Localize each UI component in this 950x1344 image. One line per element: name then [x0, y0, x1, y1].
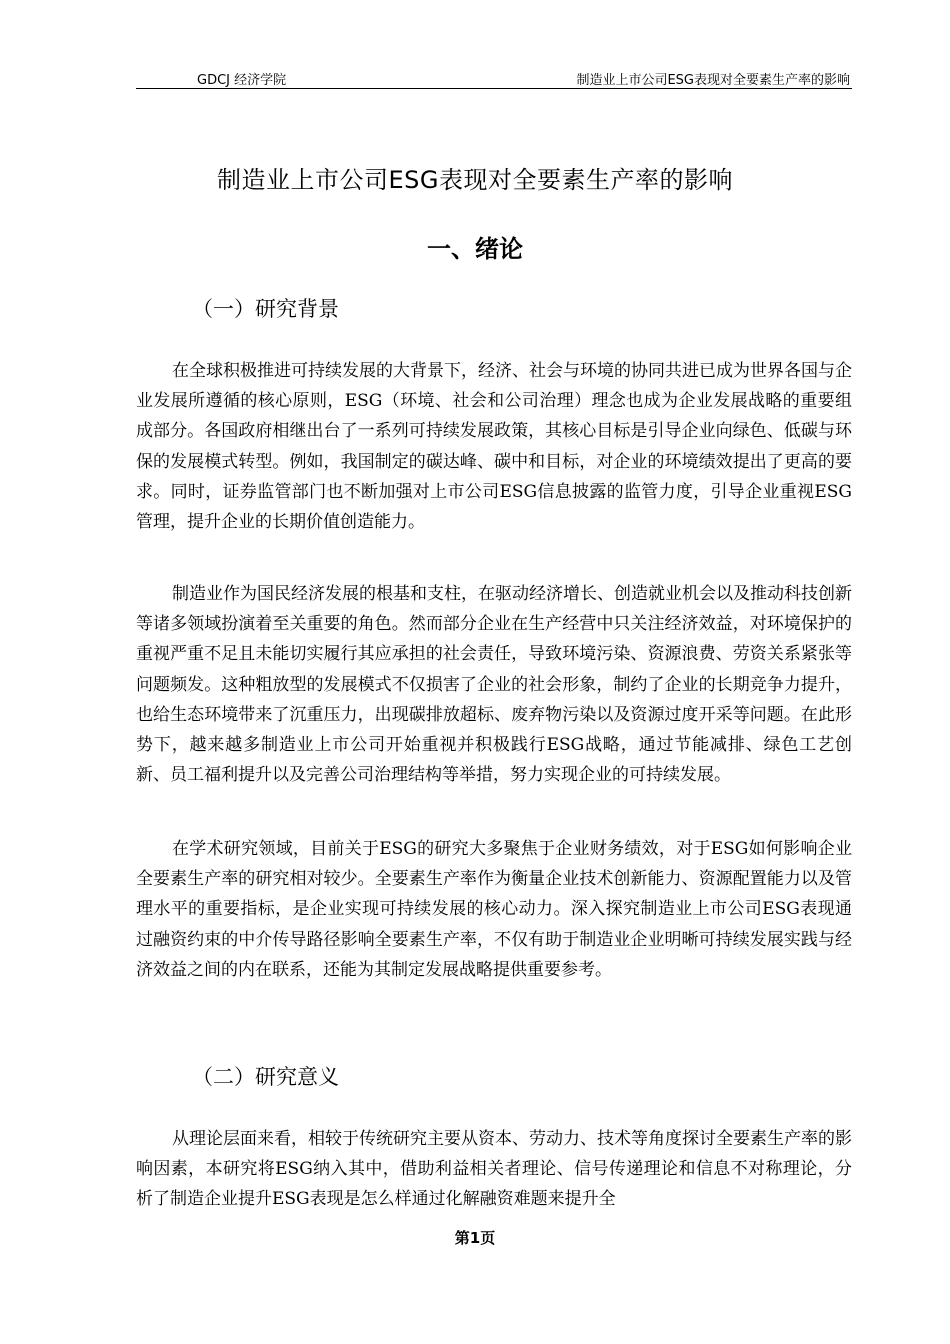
running-header-left: GDCJ 经济学院	[197, 73, 287, 88]
section-heading-background: （一）研究背景	[192, 297, 339, 321]
paper-title: 制造业上市公司ESG表现对全要素生产率的影响	[217, 166, 733, 194]
running-header-right: 制造业上市公司ESG表现对全要素生产率的影响	[576, 73, 850, 88]
paragraph-background-3: 在学术研究领域，目前关于ESG的研究大多聚焦于企业财务绩效，对于ESG如何影响企业全要素生产率的研究相对较少。全要素生产率作为衡量企业技术创新能力、资源配置能力以及管理水平的重要指标，是企业实现可持续发展的核心动力。深入探究制造业上市公司ESG表现通过融资约束的中介传导路径影响全要素生产率，不仅有助于制造业企业明晰可持续发展实践与经济效益之间的内在联系，还能为其制定发展战略提供重要参考。	[136, 839, 852, 980]
page-number: 第1页	[454, 1229, 496, 1247]
header-rule	[136, 88, 852, 89]
section-heading-significance: （二）研究意义	[192, 1065, 339, 1089]
paragraph-background-2: 制造业作为国民经济发展的根基和支柱，在驱动经济增长、创造就业机会以及推动科技创新等诸多领域扮演着至关重要的角色。然而部分企业在生产经营中只关注经济效益，对环境保护的重视严重不足且未能切实履行其应承担的社会责任，导致环境污染、资源浪费、劳资关系紧张等问题频发。这种粗放型的发展模式不仅损害了企业的社会形象，制约了企业的长期竞争力提升，也给生态环境带来了沉重压力，出现碳排放超标、废弃物污染以及资源过度开采等问题。在此形势下，越来越多制造业上市公司开始重视并积极践行ESG战略，通过节能减排、绿色工艺创新、员工福利提升以及完善公司治理结构等举措，努力实现企业的可持续发展。	[136, 584, 852, 786]
paragraph-significance-1: 从理论层面来看，相较于传统研究主要从资本、劳动力、技术等角度探讨全要素生产率的影响因素，本研究将ESG纳入其中，借助利益相关者理论、信号传递理论和信息不对称理论，分析了制造企业提升ESG表现是怎么样通过化解融资难题来提升全	[136, 1129, 852, 1210]
paragraph-background-1: 在全球积极推进可持续发展的大背景下，经济、社会与环境的协同共进已成为世界各国与企业发展所遵循的核心原则，ESG（环境、社会和公司治理）理念也成为企业发展战略的重要组成部分。各国政府相继出台了一系列可持续发展政策，其核心目标是引导企业向绿色、低碳与环保的发展模式转型。例如，我国制定的碳达峰、碳中和目标，对企业的环境绩效提出了更高的要求。同时，证券监管部门也不断加强对上市公司ESG信息披露的监管力度，引导企业重视ESG管理，提升企业的长期价值创造能力。	[136, 361, 852, 533]
chapter-heading: 一、绪论	[427, 235, 523, 263]
